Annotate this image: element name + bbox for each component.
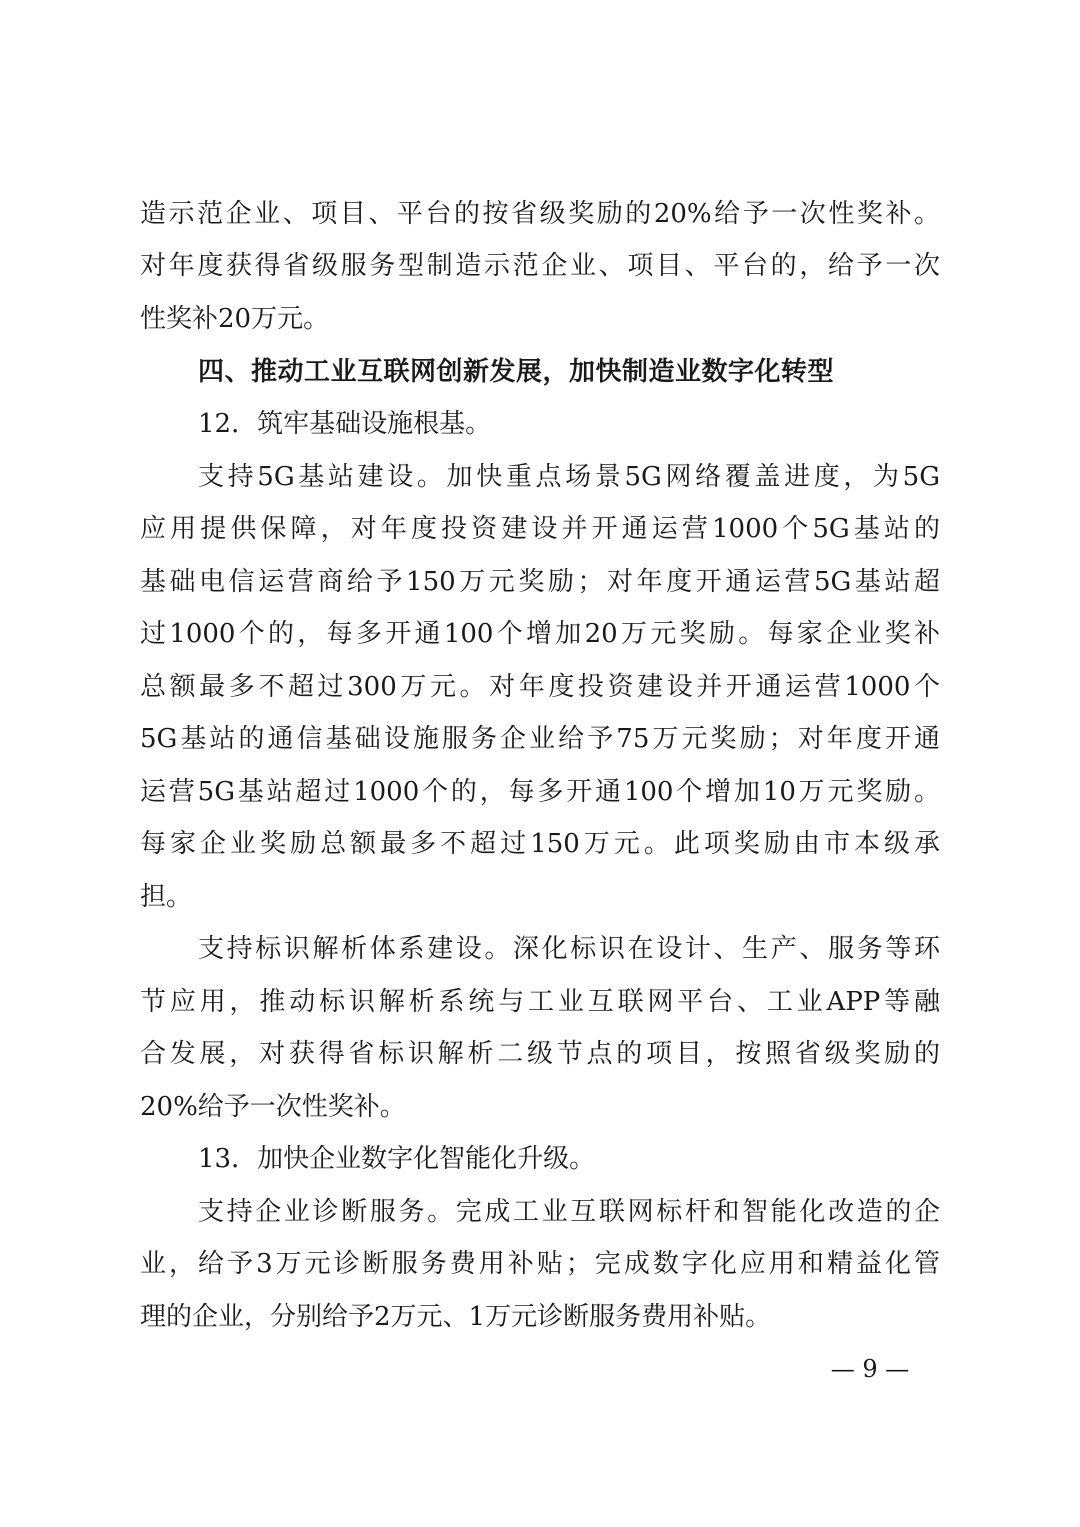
body-line: 基础电信运营商给予150万元奖励；对年度开通运营5G基站超: [140, 567, 940, 597]
page-number: — 9 —: [830, 1355, 910, 1383]
item-heading: 13．加快企业数字化智能化升级。: [198, 1144, 596, 1174]
body-line: 支持企业诊断服务。完成工业互联网标杆和智能化改造的企: [198, 1197, 940, 1227]
body-line: 5G基站的通信基础设施服务企业给予75万元奖励；对年度开通: [140, 724, 940, 754]
body-line: 业，给予3万元诊断服务费用补贴；完成数字化应用和精益化管: [140, 1249, 940, 1279]
body-line: 支持5G基站建设。加快重点场景5G网络覆盖进度，为5G: [198, 462, 940, 492]
body-line: 每家企业奖励总额最多不超过150万元。此项奖励由市本级承: [140, 829, 940, 859]
body-line: 应用提供保障，对年度投资建设并开通运营1000个5G基站的: [140, 514, 940, 544]
body-line: 性奖补20万元。: [140, 304, 330, 334]
item-heading: 12．筑牢基础设施根基。: [198, 409, 492, 439]
body-line: 合发展，对获得省标识解析二级节点的项目，按照省级奖励的: [140, 1039, 940, 1069]
body-line: 节应用，推动标识解析系统与工业互联网平台、工业APP等融: [140, 987, 940, 1017]
body-line: 理的企业，分别给予2万元、1万元诊断服务费用补贴。: [140, 1302, 772, 1332]
body-line: 20%给予一次性奖补。: [140, 1092, 406, 1122]
body-line: 担。: [140, 882, 193, 912]
body-line: 支持标识解析体系建设。深化标识在设计、生产、服务等环: [198, 934, 940, 964]
body-line: 运营5G基站超过1000个的，每多开通100个增加10万元奖励。: [140, 777, 940, 807]
body-line: 过1000个的，每多开通100个增加20万元奖励。每家企业奖补: [140, 619, 940, 649]
body-line: 造示范企业、项目、平台的按省级奖励的20%给予一次性奖补。: [140, 199, 940, 229]
body-line: 总额最多不超过300万元。对年度投资建设并开通运营1000个: [140, 672, 940, 702]
section-heading: 四、推动工业互联网创新发展，加快制造业数字化转型: [198, 357, 835, 387]
body-line: 对年度获得省级服务型制造示范企业、项目、平台的，给予一次: [140, 251, 940, 281]
